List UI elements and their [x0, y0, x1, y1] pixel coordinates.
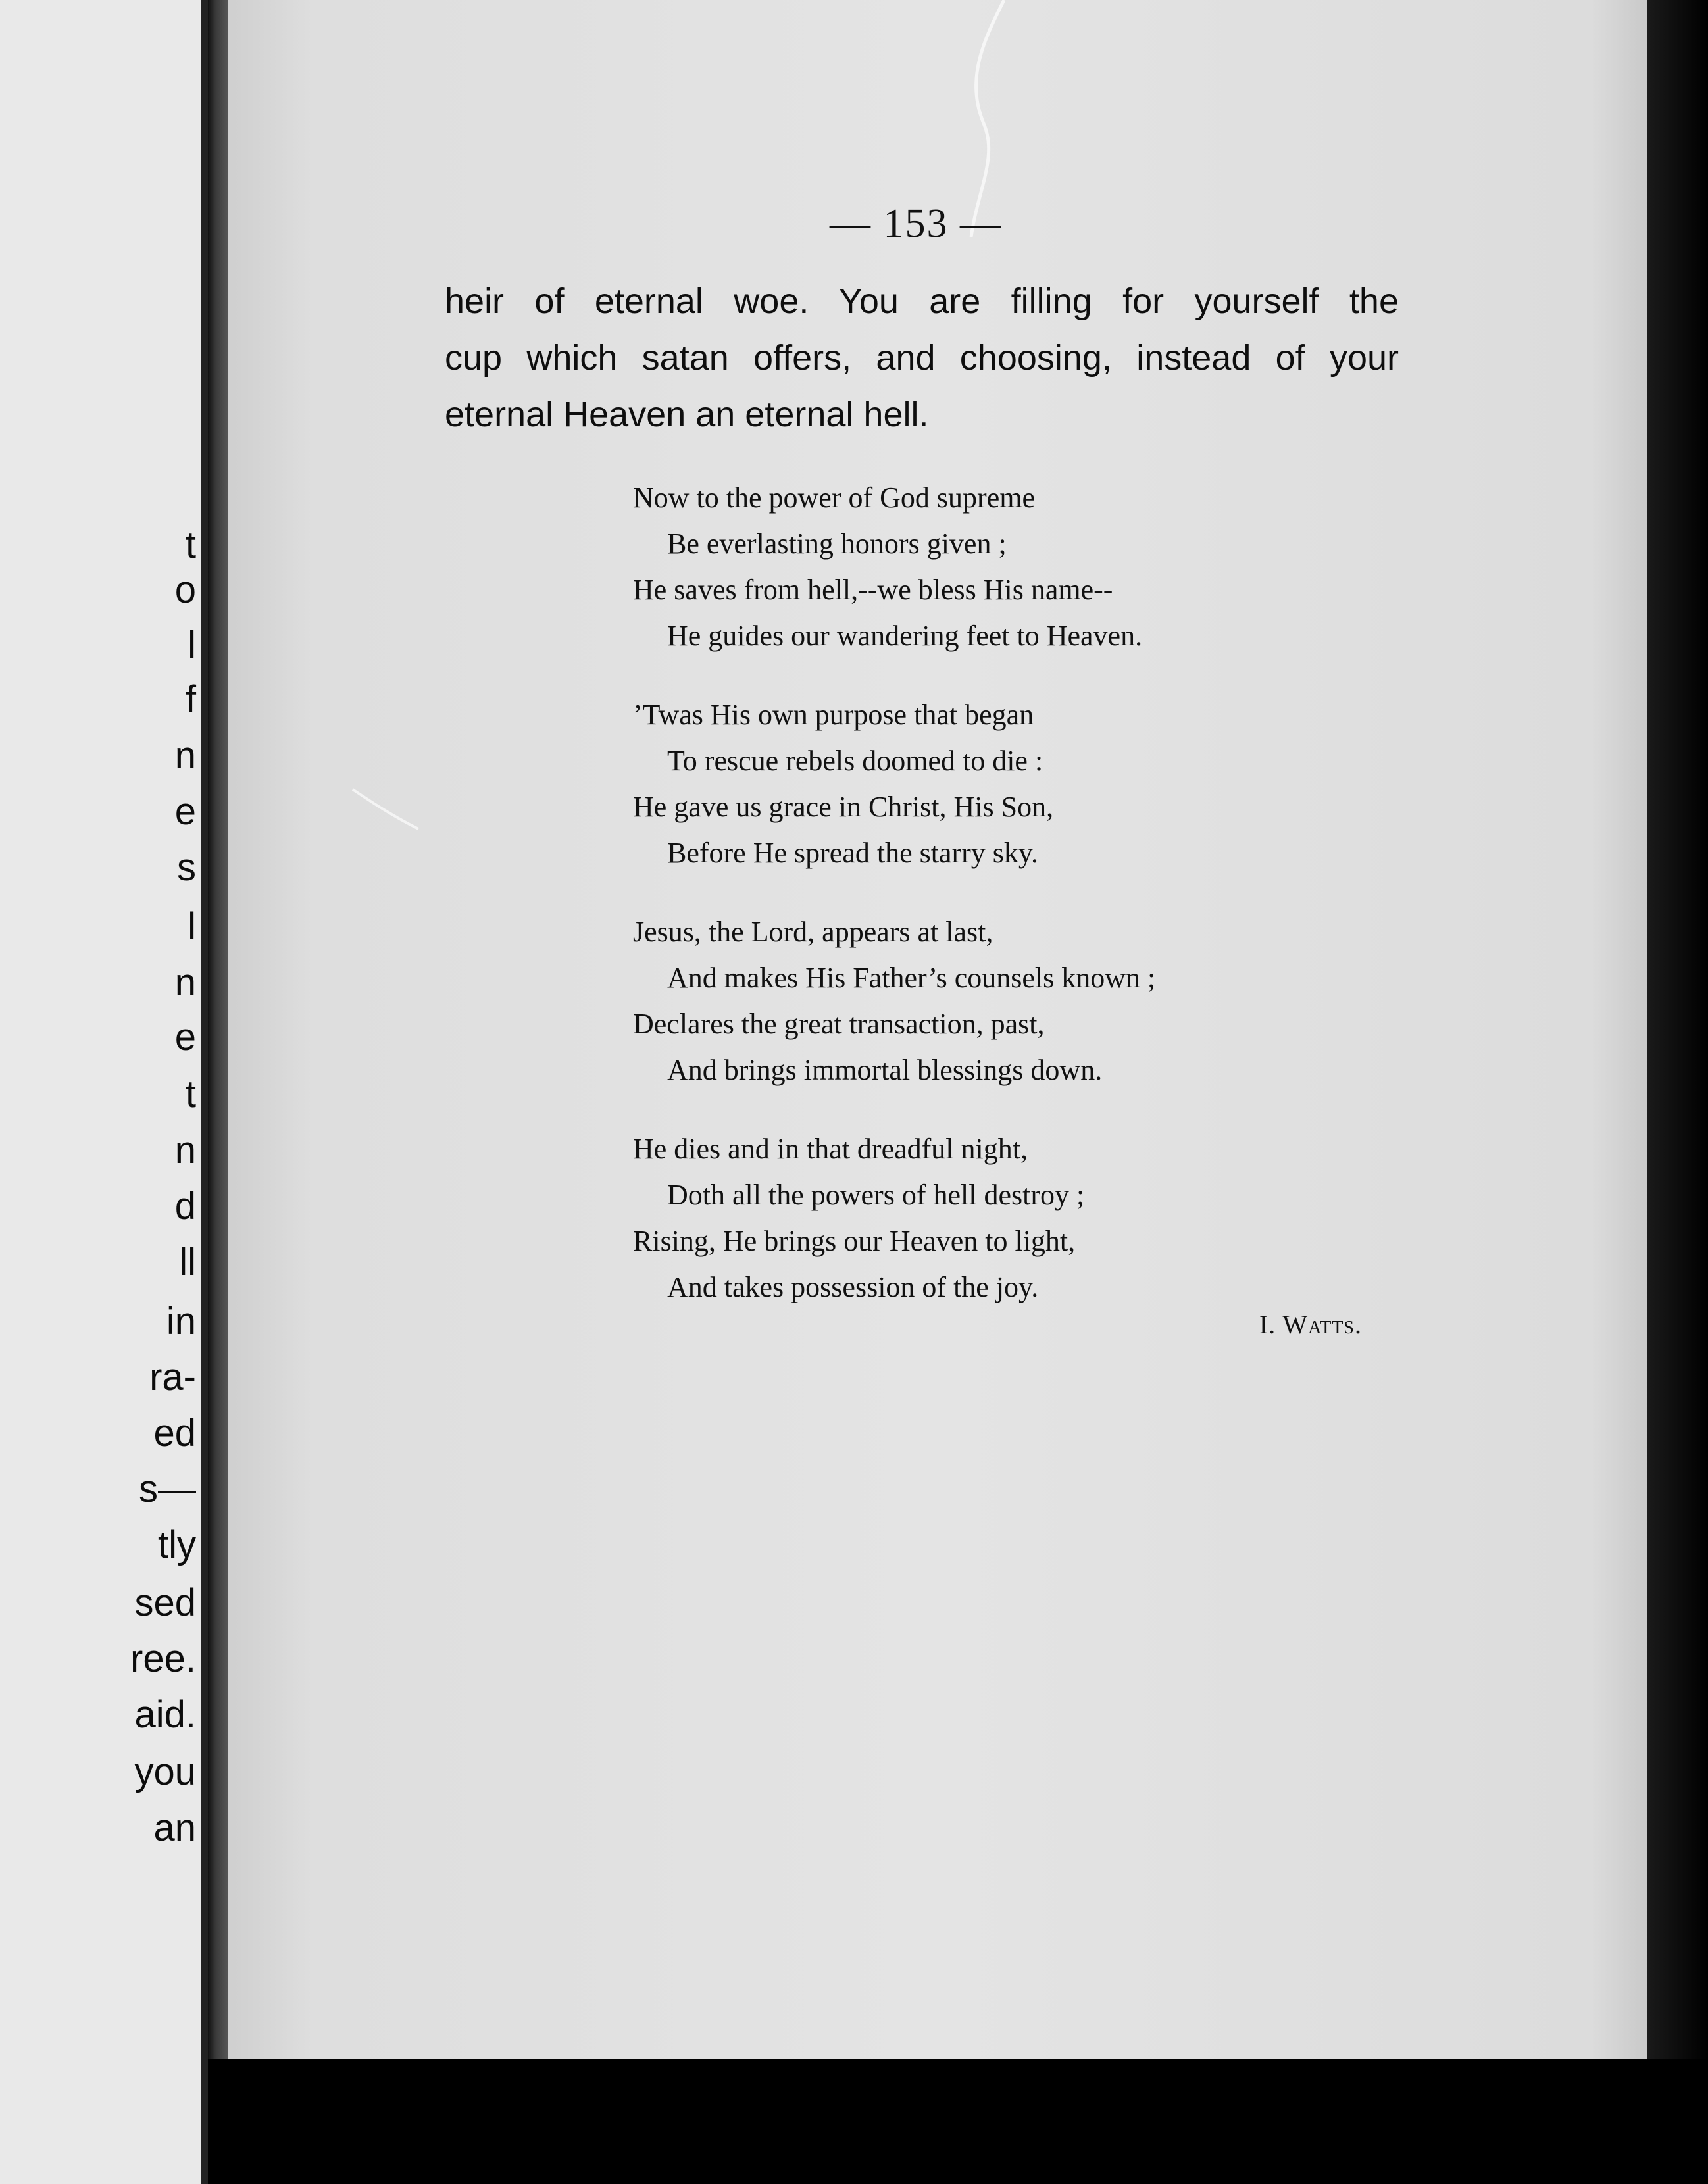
book-gutter [208, 0, 228, 2184]
fragment-text: l [188, 624, 196, 666]
fragment-text: an [153, 1806, 196, 1849]
prose-line: cup which satan offers, and choosing, instead of your [445, 338, 1399, 378]
fragment-text: n [174, 961, 196, 1004]
fragment-text: e [174, 1016, 196, 1058]
fragment-text: t [185, 524, 196, 566]
poem-line: And takes possession of the joy. [667, 1271, 1039, 1303]
fragment-text: ed [153, 1412, 196, 1454]
poem-line: And makes His Father’s counsels known ; [667, 962, 1156, 994]
prose-line: eternal Heaven an eternal hell. [445, 395, 929, 434]
fragment-text: l [188, 905, 196, 948]
poem-line: He dies and in that dreadful night, [633, 1133, 1028, 1165]
poem-line: He gave us grace in Christ, His Son, [633, 791, 1054, 823]
fragment-text: aid. [134, 1693, 196, 1736]
fragment-text: e [174, 790, 196, 833]
poem-line: ’Twas His own purpose that began [633, 699, 1034, 731]
prose-line: heir of eternal woe. You are filling for yourself the [445, 282, 1399, 321]
fragment-text: sed [134, 1581, 196, 1624]
poem-line: Be everlasting honors given ; [667, 528, 1007, 560]
author-name: I. Watts. [1259, 1310, 1362, 1339]
fragment-text: n [174, 1129, 196, 1172]
prose-paragraph [445, 273, 1399, 443]
previous-page-fragment [0, 0, 208, 2184]
poem-line: And brings immortal blessings down. [667, 1054, 1103, 1086]
fragment-text: f [185, 678, 196, 721]
poem-line: He guides our wandering feet to Heaven. [667, 620, 1143, 652]
scan-bottom-margin [208, 2059, 1708, 2184]
fragment-text: s [177, 846, 196, 889]
paper-scratch-mark [346, 776, 425, 835]
fragment-text: ree. [130, 1637, 196, 1680]
poem-attribution [1217, 1309, 1362, 1340]
poem-line: Before He spread the starry sky. [667, 837, 1039, 869]
fragment-text: s— [139, 1468, 196, 1510]
poem-line: Declares the great transaction, past, [633, 1008, 1045, 1040]
fragment-text: t [185, 1073, 196, 1116]
right-page-shadow [1647, 0, 1708, 2184]
poem-line: Now to the power of God supreme [633, 482, 1035, 514]
poem-line: Doth all the powers of hell destroy ; [667, 1179, 1085, 1211]
hymn-poem [633, 475, 1422, 1343]
fragment-text: ra- [149, 1356, 196, 1399]
fragment-text: ll [179, 1241, 196, 1283]
poem-stanza [633, 692, 1422, 876]
fragment-text: you [134, 1750, 196, 1793]
fragment-text: d [174, 1185, 196, 1228]
poem-stanza [633, 909, 1422, 1093]
fragment-text: in [166, 1300, 196, 1343]
poem-stanza [633, 475, 1422, 659]
page-edge [201, 0, 208, 2184]
poem-line: Jesus, the Lord, appears at last, [633, 916, 993, 948]
poem-line: He saves from hell,--we bless His name-- [633, 574, 1113, 606]
fragment-text: tly [158, 1524, 196, 1566]
previous-page-text-column [91, 0, 196, 2184]
poem-stanza [633, 1126, 1422, 1310]
poem-line: Rising, He brings our Heaven to light, [633, 1225, 1076, 1257]
fragment-text: n [174, 734, 196, 777]
page-number: — 153 — [830, 201, 1002, 246]
fragment-text: o [174, 568, 196, 611]
poem-line: To rescue rebels doomed to die : [667, 745, 1043, 777]
